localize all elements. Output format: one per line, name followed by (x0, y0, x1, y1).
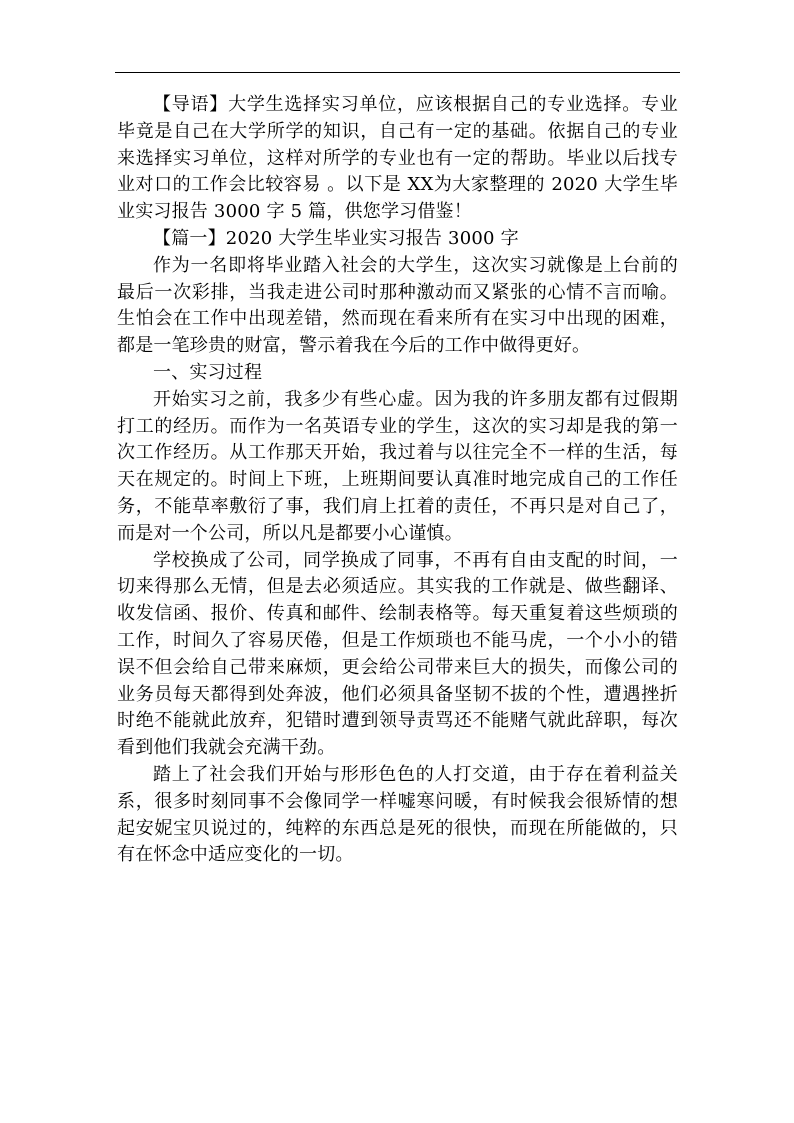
body-paragraph: 学校换成了公司，同学换成了同事，不再有自由支配的时间，一切来得那么无情，但是去必须适应。其实我的工作就是、做些翻译、收发信函、报价、传真和邮件、绘制表格等。每天重复着这些烦琐的工作，时间久了容易厌倦，但是工作烦琐也不能马虎，一个小小的错误不但会给自己带来麻烦，更会给公司带来巨大的损失，而像公司的业务员每天都得到处奔波，他们必须具备坚韧不拔的个性，遭遇挫折时绝不能就此放弃，犯错时遭到领导责骂还不能赌气就此辞职，每次看到他们我就会充满干劲。 (117, 549, 678, 759)
body-paragraph: 开始实习之前，我多少有些心虚。因为我的许多朋友都有过假期打工的经历。而作为一名英语专业的学生，这次的实习却是我的第一次工作经历。从工作那天开始，我过着与以往完全不一样的生活，每天在规定的。时间上下班，上班期间要认真准时地完成自己的工作任务，不能草率敷衍了事，我们肩上扛着的责任，不再只是对自己了，而是对一个公司，所以凡是都要小心谨慎。 (117, 388, 678, 544)
header-rule (115, 72, 680, 73)
document-body (117, 92, 678, 869)
body-paragraph: 作为一名即将毕业踏入社会的大学生，这次实习就像是上台前的最后一次彩排，当我走进公司时那种激动而又紧张的心情不言而喻。生怕会在工作中出现差错，然而现在看来所有在实习中出现的困难，都是一笔珍贵的财富，警示着我在今后的工作中做得更好。 (117, 254, 678, 357)
section-title: 【篇一】2020 大学生毕业实习报告 3000 字 (153, 227, 519, 249)
body-paragraph: 踏上了社会我们开始与形形色色的人打交道，由于存在着利益关系，很多时刻同事不会像同学一样嘘寒问暖，有时候我会很矫情的想起安妮宝贝说过的，纯粹的东西总是死的很快，而现在所能做的，只有在怀念中适应变化的一切。 (117, 763, 678, 866)
subsection-heading: 一、实习过程 (153, 361, 263, 383)
intro-paragraph: 【导语】大学生选择实习单位，应该根据自己的专业选择。专业毕竟是自己在大学所学的知识，自己有一定的基础。依据自己的专业来选择实习单位，这样对所学的专业也有一定的帮助。毕业以后找专业对口的工作会比较容易 。以下是 XX为大家整理的 2020 大学生毕业实习报告 3000 字 5 篇，供您学习借鉴！ (117, 94, 678, 223)
